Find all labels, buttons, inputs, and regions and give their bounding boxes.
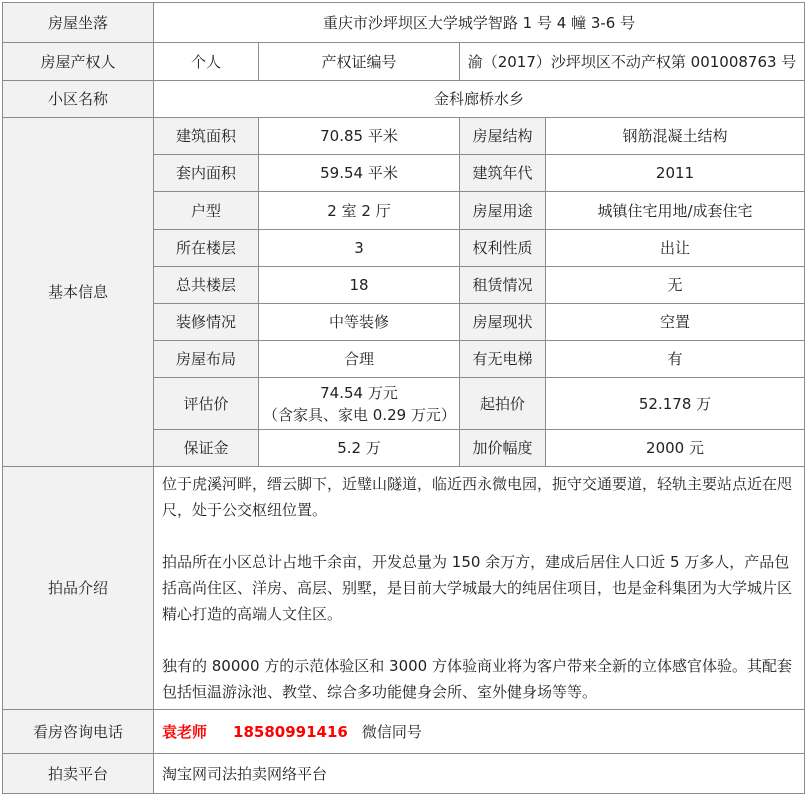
intro-text <box>154 467 805 710</box>
basic-value: 城镇住宅用地/成套住宅 <box>546 192 805 230</box>
appraisal-note: （含家具、家电 0.29 万元） <box>263 405 456 424</box>
location-value: 重庆市沙坪坝区大学城学智路 1 号 4 幢 3-6 号 <box>154 3 805 43</box>
cert-no-label: 产权证编号 <box>259 43 460 81</box>
basic-key: 所在楼层 <box>154 230 259 267</box>
basic-key: 房屋布局 <box>154 341 259 378</box>
contact-note: 微信同号 <box>361 722 422 741</box>
basic-key: 建筑面积 <box>154 118 259 155</box>
basic-key: 房屋现状 <box>460 304 546 341</box>
basic-key: 权利性质 <box>460 230 546 267</box>
basic-value: 18 <box>259 267 460 304</box>
basic-key: 套内面积 <box>154 155 259 192</box>
contact-label: 看房咨询电话 <box>3 710 154 754</box>
basic-value: 2 室 2 厅 <box>259 192 460 230</box>
intro-row <box>3 467 805 710</box>
basic-value: 钢筋混凝土结构 <box>546 118 805 155</box>
basic-value: 无 <box>546 267 805 304</box>
basic-value: 70.85 平米 <box>259 118 460 155</box>
appraisal-price: 74.54 万元 <box>320 383 398 402</box>
community-row <box>3 81 805 118</box>
deposit-value: 5.2 万 <box>259 430 460 467</box>
basic-key: 房屋结构 <box>460 118 546 155</box>
intro-paragraph: 位于虎溪河畔，缙云脚下，近璧山隧道，临近西永微电园，扼守交通要道，轻轨主要站点近在咫尺，处于公交枢纽位置。 <box>162 475 793 519</box>
platform-label: 拍卖平台 <box>3 754 154 794</box>
owner-row <box>3 43 805 81</box>
basic-value: 合理 <box>259 341 460 378</box>
basic-row <box>3 118 805 155</box>
community-value: 金科廊桥水乡 <box>154 81 805 118</box>
intro-paragraph: 独有的 80000 方的示范体验区和 3000 方体验商业将为客户带来全新的立体感官体验。其配套包括恒温游泳池、教堂、综合多功能健身会所、室外健身场等等。 <box>162 657 792 701</box>
basic-info-label: 基本信息 <box>3 118 154 467</box>
basic-value: 出让 <box>546 230 805 267</box>
basic-value: 2011 <box>546 155 805 192</box>
appraisal-label: 评估价 <box>154 378 259 430</box>
intro-paragraph: 拍品所在小区总计占地千余亩，开发总量为 150 余万方，建成后居住人口近 5 万多人，产品包括高尚住区、洋房、高层、别墅，是目前大学城最大的纯居住项目，也是金科集团为大学城片区精心打造的高端人文住区。 <box>162 553 793 623</box>
intro-label: 拍品介绍 <box>3 467 154 710</box>
basic-key: 户型 <box>154 192 259 230</box>
property-info-table <box>2 2 805 794</box>
basic-key: 装修情况 <box>154 304 259 341</box>
owner-label: 房屋产权人 <box>3 43 154 81</box>
basic-key: 租赁情况 <box>460 267 546 304</box>
appraisal-value <box>259 378 460 430</box>
basic-value: 中等装修 <box>259 304 460 341</box>
cert-no-value: 渝（2017）沙坪坝区不动产权第 001008763 号 <box>460 43 805 81</box>
contact-phone[interactable]: 18580991416 <box>233 722 348 741</box>
community-label: 小区名称 <box>3 81 154 118</box>
start-price-value: 52.178 万 <box>546 378 805 430</box>
basic-key: 房屋用途 <box>460 192 546 230</box>
increment-value: 2000 元 <box>546 430 805 467</box>
start-price-label: 起拍价 <box>460 378 546 430</box>
deposit-label: 保证金 <box>154 430 259 467</box>
basic-key: 总共楼层 <box>154 267 259 304</box>
location-row <box>3 3 805 43</box>
contact-name: 袁老师 <box>162 722 208 741</box>
basic-value: 有 <box>546 341 805 378</box>
owner-value: 个人 <box>154 43 259 81</box>
basic-value: 空置 <box>546 304 805 341</box>
contact-row <box>3 710 805 754</box>
platform-row <box>3 754 805 794</box>
increment-label: 加价幅度 <box>460 430 546 467</box>
location-label: 房屋坐落 <box>3 3 154 43</box>
platform-value: 淘宝网司法拍卖网络平台 <box>154 754 805 794</box>
basic-value: 3 <box>259 230 460 267</box>
basic-key: 有无电梯 <box>460 341 546 378</box>
basic-value: 59.54 平米 <box>259 155 460 192</box>
basic-key: 建筑年代 <box>460 155 546 192</box>
contact-value <box>154 710 805 754</box>
